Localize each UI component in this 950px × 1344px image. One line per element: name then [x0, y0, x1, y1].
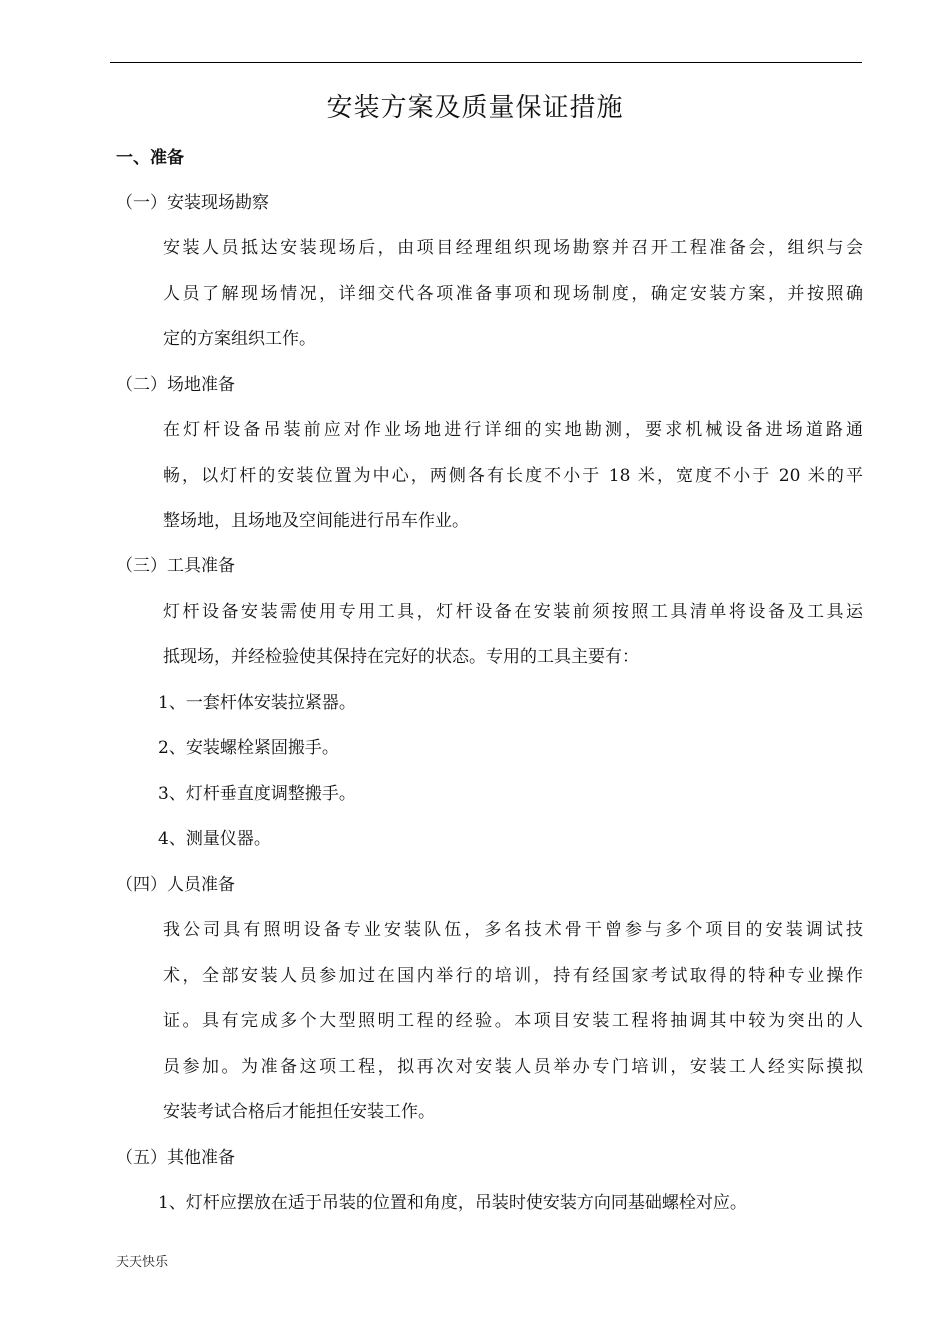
paragraph-line: 我公司具有照明设备专业安装队伍，多名技术骨干曾参与多个项目的安装调试技 [163, 920, 863, 940]
paragraph-line: 整场地，且场地及空间能进行吊车作业。 [163, 511, 469, 531]
paragraph-line: 灯杆设备安装需使用专用工具，灯杆设备在安装前须按照工具清单将设备及工具运 [163, 602, 863, 622]
paragraph-line: 安装考试合格后才能担任安装工作。 [163, 1102, 435, 1122]
paragraph-line: 人员了解现场情况，详细交代各项准备事项和现场制度，确定安装方案，并按照确 [163, 284, 863, 304]
document-title: 安装方案及质量保证措施 [326, 93, 624, 123]
subsection-heading-site-preparation: （二）场地准备 [116, 375, 235, 395]
page-footer: 天天快乐 [116, 1255, 169, 1270]
list-item: 4、测量仪器。 [158, 829, 271, 849]
paragraph-line: 安装人员抵达安装现场后，由项目经理组织现场勘察并召开工程准备会，组织与会 [163, 238, 863, 258]
list-item: 3、灯杆垂直度调整搬手。 [158, 784, 356, 804]
subsection-heading-site-survey: （一）安装现场勘察 [116, 193, 269, 213]
paragraph-line: 抵现场，并经检验使其保持在完好的状态。专用的工具主要有： [163, 647, 639, 667]
section-heading-preparation: 一、准备 [116, 148, 184, 168]
paragraph-line: 术，全部安装人员参加过在国内举行的培训，持有经国家考试取得的特种专业操作 [163, 966, 863, 986]
list-item: 1、灯杆应摆放在适于吊装的位置和角度，吊装时使安装方向同基础螺栓对应。 [158, 1193, 747, 1213]
paragraph-line: 证。具有完成多个大型照明工程的经验。本项目安装工程将抽调其中较为突出的人 [163, 1011, 863, 1031]
header-rule [110, 62, 862, 63]
paragraph-line: 在灯杆设备吊装前应对作业场地进行详细的实地勘测，要求机械设备进场道路通 [163, 420, 863, 440]
subsection-heading-personnel-preparation: （四）人员准备 [116, 875, 235, 895]
paragraph-line: 定的方案组织工作。 [163, 329, 316, 349]
subsection-heading-other-preparation: （五）其他准备 [116, 1148, 235, 1168]
paragraph-line: 员参加。为准备这项工程，拟再次对安装人员举办专门培训，安装工人经实际摸拟 [163, 1057, 863, 1077]
paragraph-line: 畅，以灯杆的安装位置为中心，两侧各有长度不小于 18 米，宽度不小于 20 米的平 [163, 466, 863, 486]
list-item: 2、安装螺栓紧固搬手。 [158, 738, 339, 758]
subsection-heading-tool-preparation: （三）工具准备 [116, 556, 235, 576]
list-item: 1、一套杆体安装拉紧器。 [158, 693, 356, 713]
